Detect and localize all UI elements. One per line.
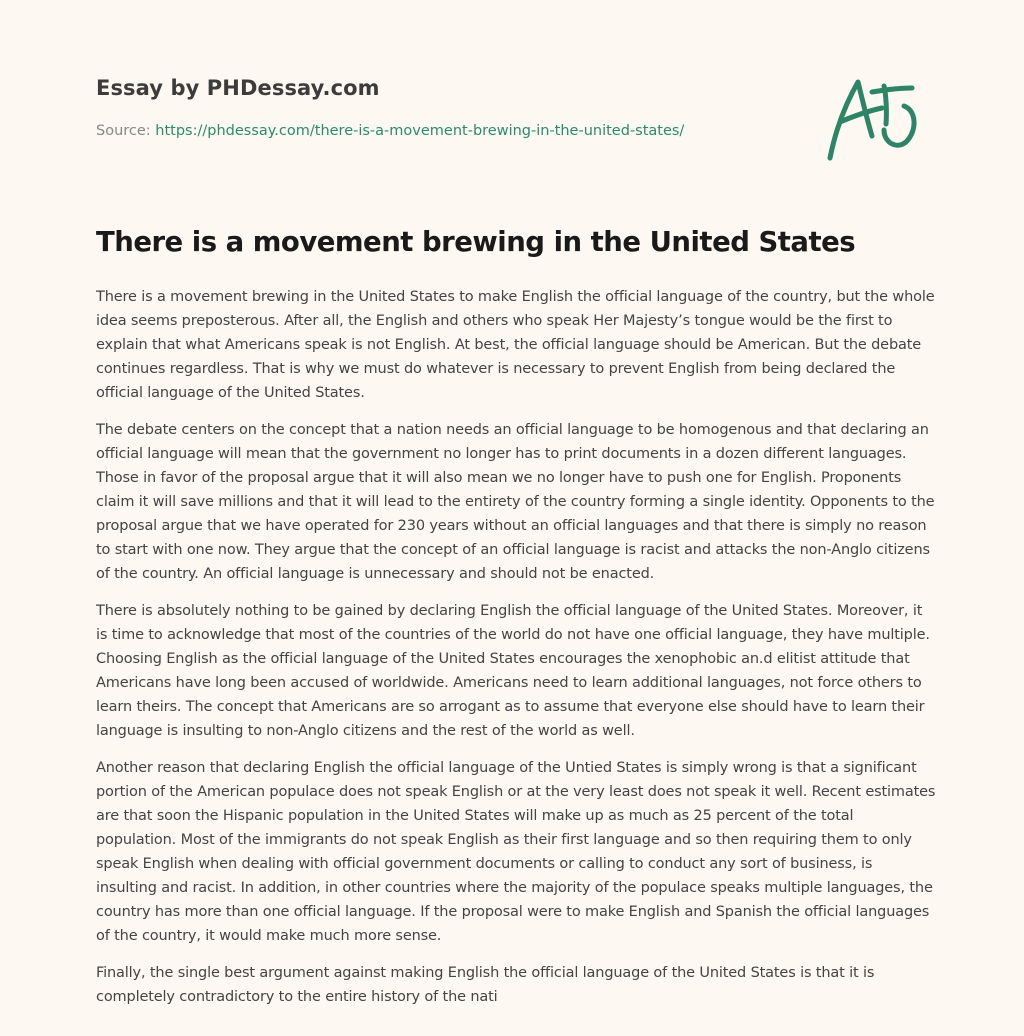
essay-paragraph: There is absolutely nothing to be gained by declaring English the official language of the United States. Moreover, it is time to acknowledge that most of the countries of the world do not have one official language, they have multiple. Choosing English as the official language of the United States encourages the xenophobic an.d elitist attitude that Americans have long been accused of worldwide. Americans need to learn additional languages, not force others to learn theirs. The concept that Americans are so arrogant as to assume that everyone else should have to learn their language is insulting to non-Anglo citizens and the rest of the world as well.	[96, 603, 930, 739]
essay-paragraph: Finally, the single best argument against making English the official language of the United States is that it is completely contradictory to the entire history of the nati	[96, 965, 875, 1005]
site-brand: Essay by PHDessay.com	[96, 76, 380, 100]
essay-body	[96, 285, 936, 1022]
a-plus-logo-icon	[820, 64, 930, 168]
essay-paragraph: There is a movement brewing in the United States to make English the official language of the country, but the whole idea seems preposterous. After all, the English and others who speak Her Majesty’s tongue would be the first to explain that what Americans speak is not English. At best, the official language should be American. But the debate continues regardless. That is why we must do whatever is necessary to prevent English from being declared the official language of the United States.	[96, 289, 935, 401]
source-line	[96, 123, 684, 139]
essay-paragraph: Another reason that declaring English the official language of the Untied States is simply wrong is that a significant portion of the American populace does not speak English or at the very least does not speak it well. Recent estimates are that soon the Hispanic population in the United States will make up as much as 25 percent of the total population. Most of the immigrants do not speak English as their first language and so then requiring them to only speak English when dealing with official government documents or calling to conduct any sort of business, is insulting and racist. In addition, in other countries where the majority of the populace speaks multiple languages, the country has more than one official language. If the proposal were to make English and Spanish the official languages of the country, it would make much more sense.	[96, 760, 936, 944]
source-link[interactable]: https://phdessay.com/there-is-a-movement-brewing-in-the-united-states/	[155, 123, 685, 139]
essay-title: There is a movement brewing in the United States	[96, 226, 856, 258]
essay-paragraph: The debate centers on the concept that a nation needs an official language to be homogenous and that declaring an official language will mean that the government no longer has to print documents in a dozen different languages. Those in favor of the proposal argue that it will also mean we no longer have to push one for English. Proponents claim it will save millions and that it will lead to the entirety of the country forming a single identity. Opponents to the proposal argue that we have operated for 230 years without an official languages and that there is simply no reason to start with one now. They argue that the concept of an official language is racist and attacks the non-Anglo citizens of the country. An official language is unnecessary and should not be enacted.	[96, 422, 935, 582]
source-label: Source:	[96, 123, 156, 139]
